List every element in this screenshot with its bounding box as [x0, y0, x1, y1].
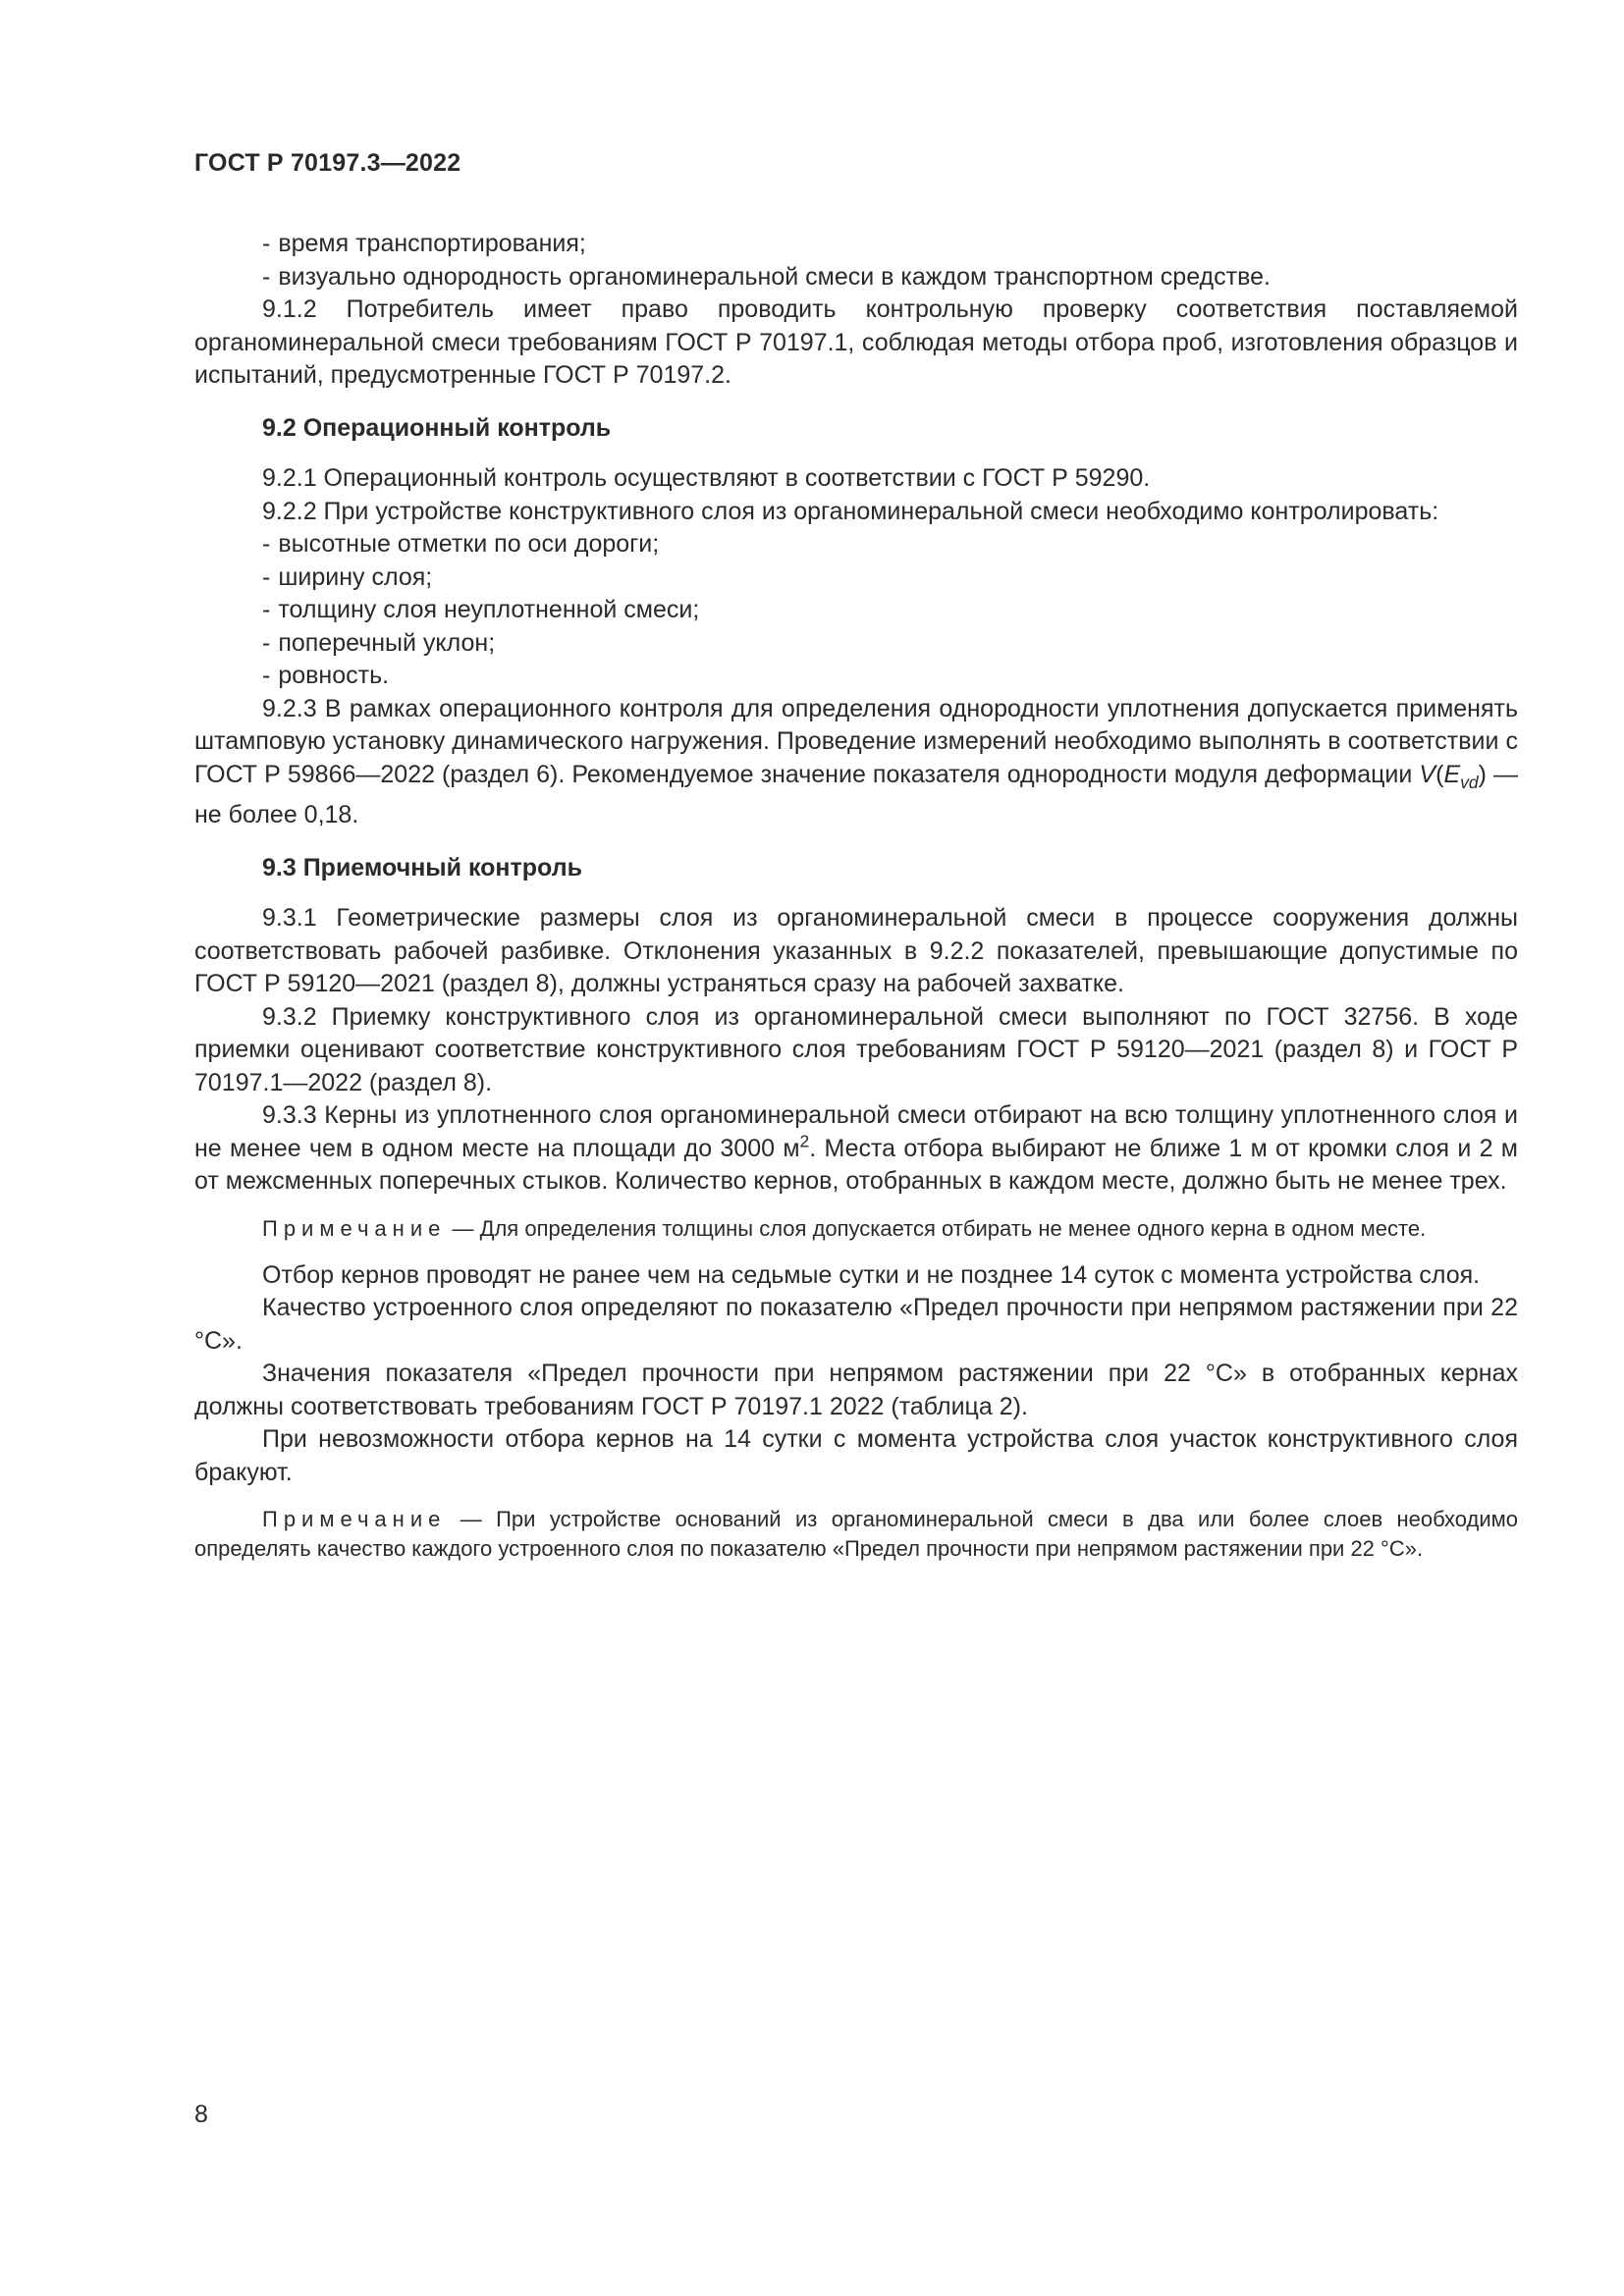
formula-v: V	[1419, 760, 1436, 788]
list-item: - ширину слоя;	[262, 562, 433, 591]
note-label: Примечание	[262, 1215, 447, 1241]
paragraph-values: Значения показателя «Предел прочности при непрямом растяжении при 22 °С» в отобранных кернах должны соответствовать требованиям ГОСТ Р 70197.1 2022 (таблица 2).	[194, 1360, 1518, 1420]
list-item: - высотные отметки по оси дороги;	[262, 530, 660, 558]
note-label: Примечание	[262, 1507, 447, 1532]
paragraph-9-3-1: 9.3.1 Геометрические размеры слоя из органоминеральной смеси в процессе сооружения должны соответствовать рабочей разбивке. Отклонения указанных в 9.2.2 показателей, превышающие допустимые по ГОСТ Р 59120—2021 (раздел 8), должны устраняться сразу на рабочей захватке.	[194, 904, 1518, 998]
paragraph-9-1-2: 9.1.2 Потребитель имеет право проводить контрольную проверку соответствия поставляемой органоминеральной смеси требованиям ГОСТ Р 70197.1, соблюдая методы отбора проб, изготовления образцов и испытаний, предусмотренные ГОСТ Р 70197.2.	[194, 295, 1518, 389]
list-item-text: поперечный уклон;	[278, 628, 496, 657]
list-item: - поперечный уклон;	[262, 628, 496, 657]
list-item-text: ровность.	[278, 662, 390, 689]
paragraph-9-3-3	[194, 1099, 1518, 1199]
document-header: ГОСТ Р 70197.3—2022	[194, 149, 461, 177]
list-item-text: ширину слоя;	[278, 562, 433, 591]
paragraph-9-3-2: 9.3.2 Приемку конструктивного слоя из органоминеральной смеси выполняют по ГОСТ 32756. В ходе приемки оценивают соответствие конструктивного слоя требованиям ГОСТ Р 59120—2021 (раздел 8) и ГОСТ Р 70197.1—2022 (раздел 8).	[194, 1002, 1518, 1096]
paragraph-9-2-1: 9.2.1 Операционный контроль осуществляют в соответствии с ГОСТ Р 59290.	[262, 464, 1151, 492]
list-item: - время транспортирования;	[262, 230, 586, 257]
list-item-text: высотные отметки по оси дороги;	[278, 530, 660, 558]
note-1	[194, 1214, 1518, 1244]
list-item: - толщину слоя неуплотненной смеси;	[262, 596, 700, 623]
note-2	[194, 1505, 1518, 1564]
paragraph-text: . Места отбора выбирают не ближе 1 м от кромки слоя и 2 м от межсменных поперечных стыков. Количество кернов, отобранных в каждом месте, должно быть не менее трех.	[194, 1134, 1518, 1196]
paragraph-quality: Качество устроенного слоя определяют по показателю «Предел прочности при непрямом растяжении при 22 °С».	[194, 1294, 1518, 1355]
list-item: - визуально однородность органоминеральной смеси в каждом транспортном средстве.	[262, 262, 1271, 291]
list-item-text: визуально однородность органоминеральной смеси в каждом транспортном средстве.	[278, 262, 1271, 291]
page-number: 8	[194, 2101, 208, 2128]
paragraph-text: 9.2.3 В рамках операционного контроля для определения однородности уплотнения допускается применять штамповую установку динамического нагружения. Проведение измерений необходимо выполнять в соответствии с ГОСТ Р 59866—2022 (раздел 6). Рекомендуемое значение показателя однородности модуля деформации	[194, 694, 1518, 788]
list-item-text: толщину слоя неуплотненной смеси;	[278, 596, 700, 623]
note-text: — При устройстве оснований из органоминеральной смеси в два или более слоев необходимо определять качество каждого устроенного слоя по показателю «Предел прочности при непрямом растяжении при 22 °С».	[194, 1507, 1518, 1562]
paragraph-reject: При невозможности отбора кернов на 14 сутки с момента устройства слоя участок конструктивного слоя бракуют.	[194, 1425, 1518, 1486]
formula-subscript: vd	[1460, 772, 1479, 792]
formula-e: E	[1443, 760, 1461, 788]
paragraph-cores: Отбор кернов проводят не ранее чем на седьмые сутки и не позднее 14 суток с момента устройства слоя.	[262, 1260, 1481, 1289]
paragraph-text: — не более 0,18.	[194, 760, 1518, 829]
superscript: 2	[799, 1131, 810, 1150]
paragraph-text: 9.3.3 Керны из уплотненного слоя органоминеральной смеси отбирают на всю толщину уплотненного слоя и не менее чем в одном месте на площади до 3000 м	[194, 1101, 1518, 1162]
section-heading-9-2: 9.2 Операционный контроль	[262, 413, 612, 442]
list-item: - ровность.	[262, 662, 390, 689]
paragraph-9-2-3: 9.2.3 В рамках операционного контроля для определения однородности уплотнения допускается применять штамповую установку динамического нагружения. Проведение измерений необходимо выполнять в соответствии с ГОСТ Р 59866—2022 (раздел 6). Рекомендуемое значение показателя однородности модуля деформации $V(E_{vd})$ — не более 0,18.	[194, 694, 1518, 829]
document-body	[194, 228, 1518, 1579]
section-heading-9-3: 9.3 Приемочный контроль	[262, 853, 582, 881]
list-item-text: время транспортирования;	[278, 230, 586, 257]
note-text: — Для определения толщины слоя допускается отбирать не менее одного керна в одном месте.	[446, 1215, 1427, 1241]
paragraph-9-2-2: 9.2.2 При устройстве конструктивного слоя из органоминеральной смеси необходимо контролировать:	[262, 497, 1439, 525]
